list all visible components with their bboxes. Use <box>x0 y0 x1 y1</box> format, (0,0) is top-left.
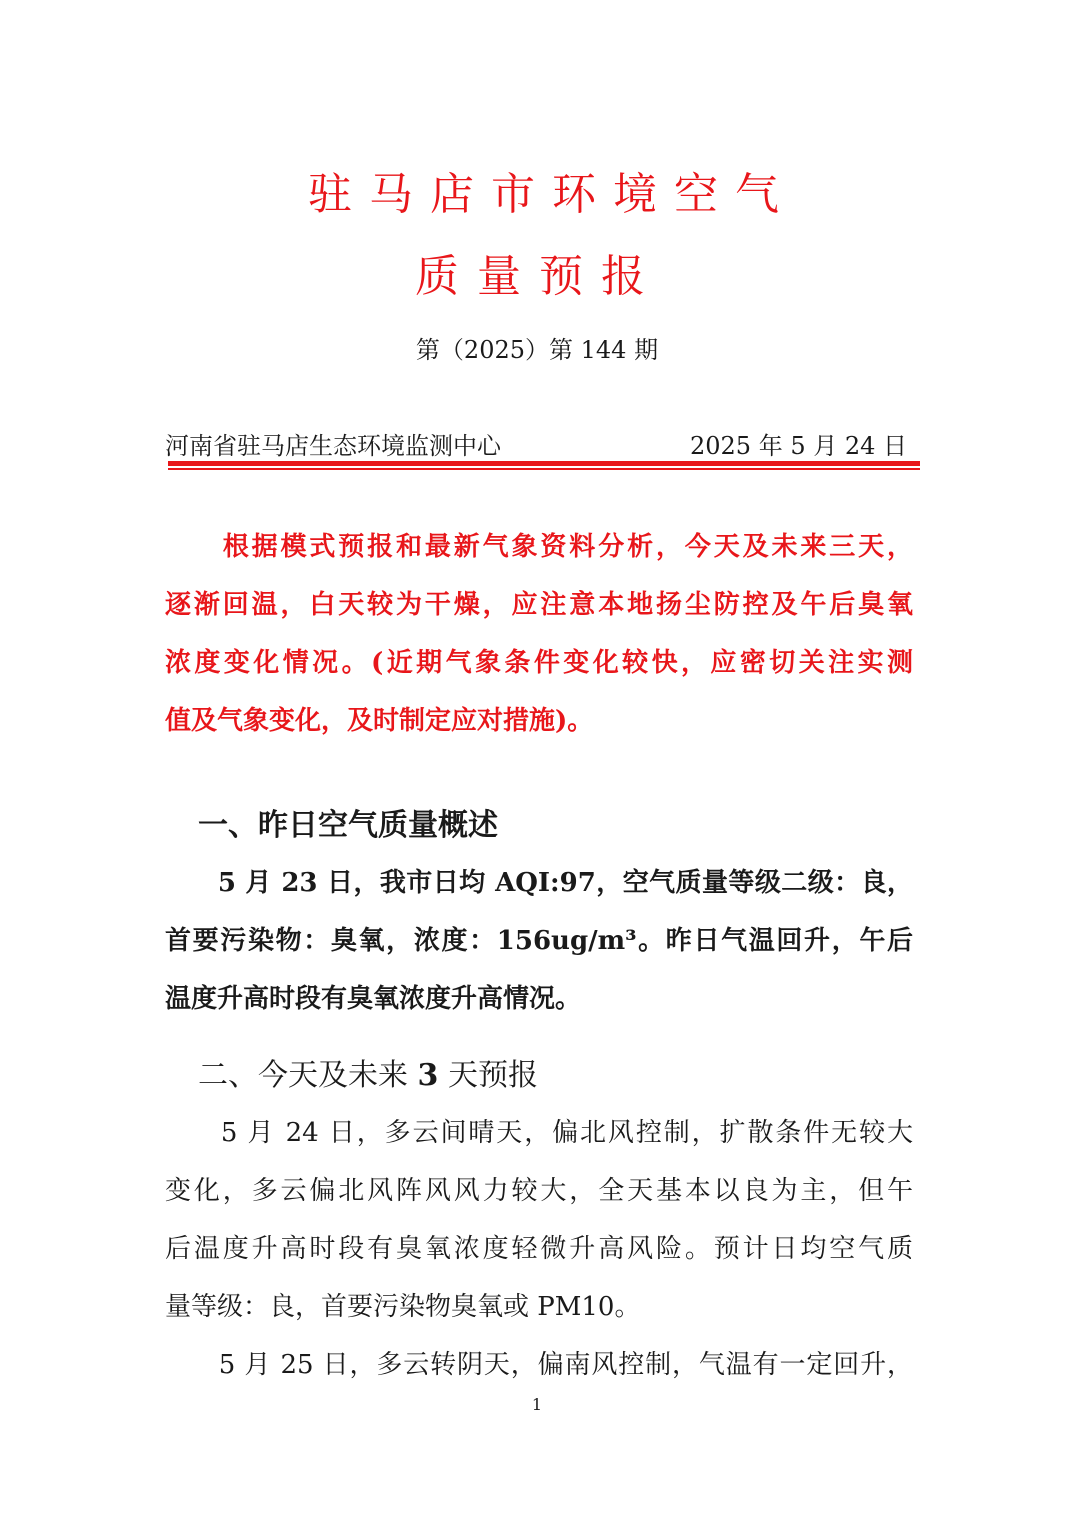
section2-heading-prefix: 二、今天及未来 <box>198 1058 418 1093</box>
section1-line: 首要污染物：臭氧，浓度：156ug/m³。昨日气温回升，午后 <box>165 926 913 956</box>
issue-date: 2025 年 5 月 24 日 <box>690 432 908 460</box>
section1-line: 温度升高时段有臭氧浓度升高情况。 <box>165 984 582 1014</box>
forecast-line: 变化，多云偏北风阵风风力较大，全天基本以良为主，但午 <box>165 1176 913 1206</box>
forecast-line: 5 月 24 日，多云间晴天，偏北风控制，扩散条件无较大 <box>165 1118 913 1148</box>
section1-paragraph <box>165 854 913 1028</box>
report-title-line2: 质量预报 <box>415 251 663 302</box>
section2-heading-suffix: 天预报 <box>438 1058 538 1093</box>
page-number: 1 <box>531 1395 543 1414</box>
lead-line: 逐渐回温，白天较为干燥，应注意本地扬尘防控及午后臭氧 <box>165 590 913 620</box>
section1-line: 5 月 23 日，我市日均 AQI:97，空气质量等级二级：良， <box>165 868 913 898</box>
lead-line: 根据模式预报和最新气象资料分析，今天及未来三天， <box>165 532 913 562</box>
section2-heading-number: 3 <box>417 1058 439 1093</box>
forecast-day1-paragraph <box>165 1104 913 1336</box>
forecast-line: 后温度升高时段有臭氧浓度轻微升高风险。预计日均空气质 <box>165 1234 913 1264</box>
header-divider-thin <box>168 468 920 470</box>
section1-heading: 一、昨日空气质量概述 <box>198 808 498 843</box>
issue-number: 第（2025）第 144 期 <box>415 336 659 364</box>
header-divider-thick <box>168 461 920 466</box>
lead-line: 值及气象变化，及时制定应对措施)。 <box>165 706 594 736</box>
forecast-line: 5 月 25 日，多云转阴天，偏南风控制，气温有一定回升， <box>165 1350 913 1380</box>
forecast-day2-paragraph <box>165 1336 913 1394</box>
report-title-line1: 驻马店市环境空气 <box>308 169 796 220</box>
lead-paragraph <box>165 518 913 750</box>
forecast-line: 量等级：良，首要污染物臭氧或 PM10。 <box>165 1292 641 1322</box>
section2-heading <box>198 1050 538 1094</box>
issuing-organization: 河南省驻马店生态环境监测中心 <box>165 432 501 460</box>
lead-line: 浓度变化情况。(近期气象条件变化较快，应密切关注实测 <box>165 648 913 678</box>
